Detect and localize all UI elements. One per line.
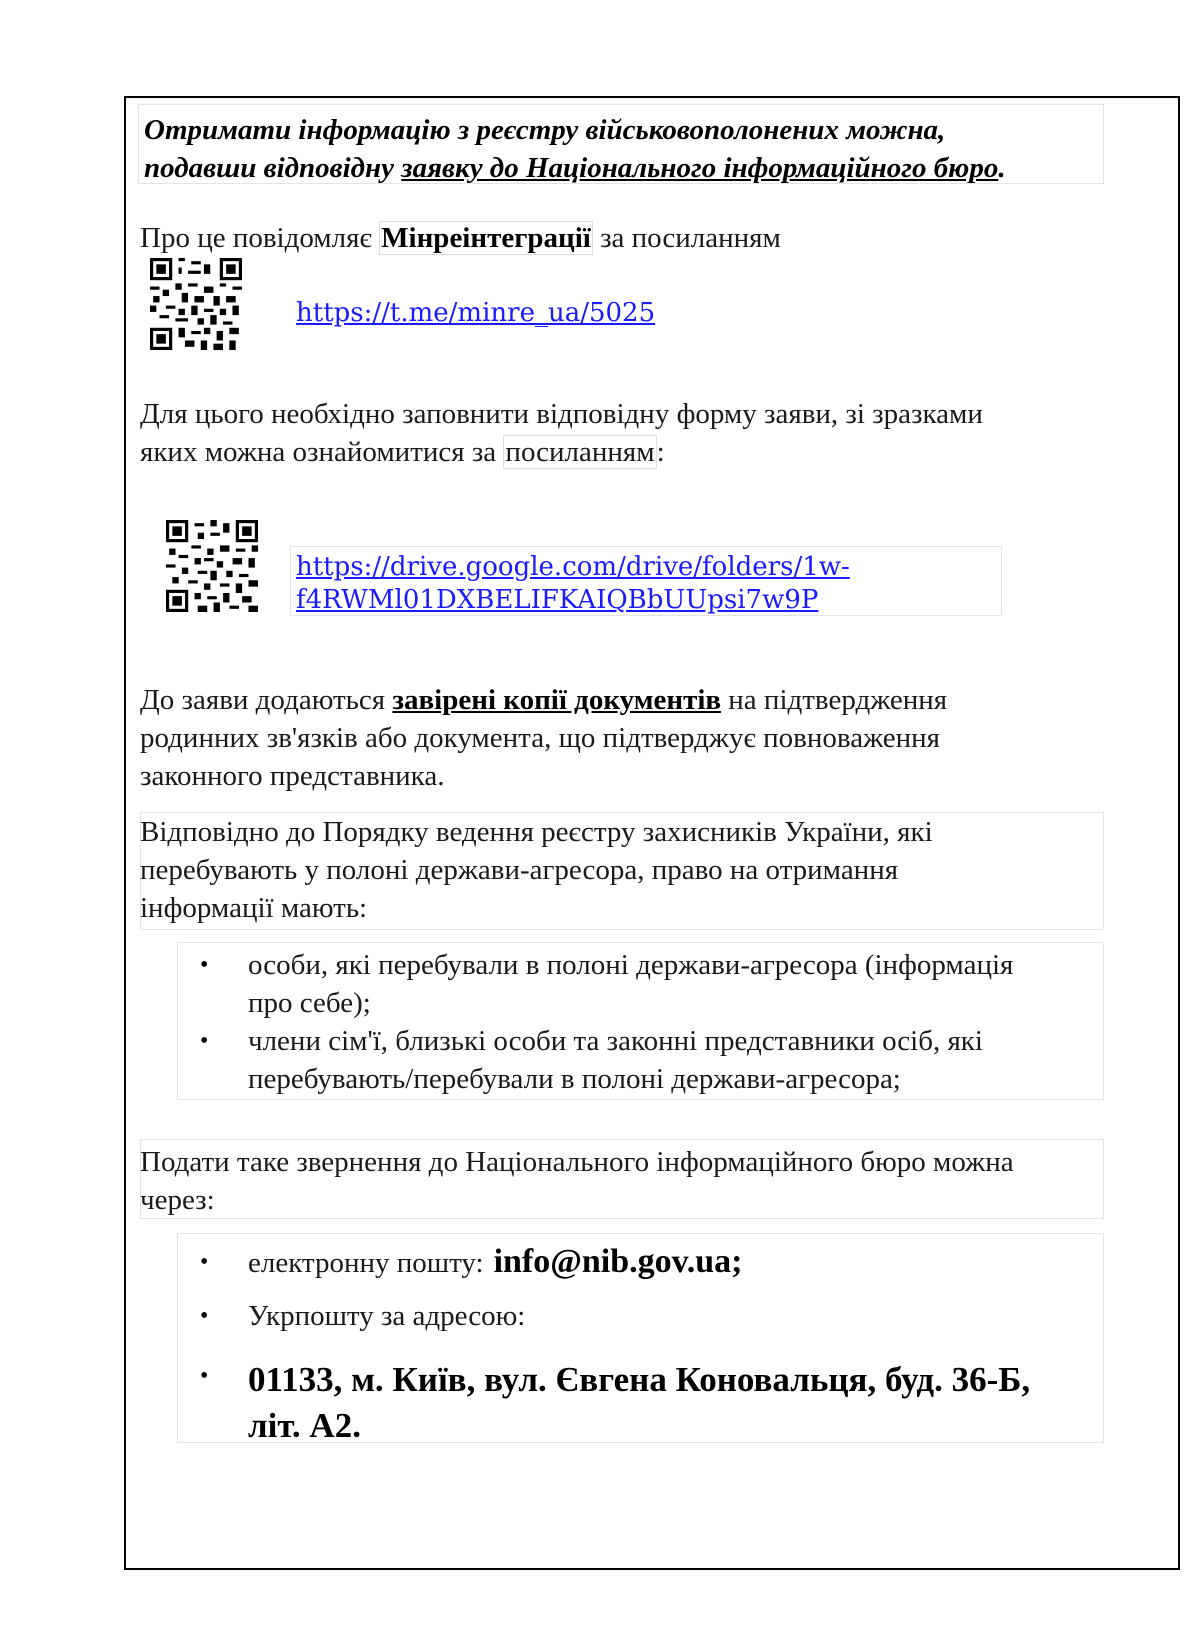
list-item: • члени сім'ї, близькі особи та законні представники осіб, які перебувають/перебували в полоні держави-агресора; — [177, 1022, 1013, 1098]
drive-link-wrap — [296, 551, 850, 617]
attachments-line-1: До заяви додаються завірені копії документів на підтвердження — [140, 684, 948, 716]
postal-address-line-2: літ. А2. — [248, 1406, 361, 1445]
list-item-address — [177, 1357, 1030, 1449]
attachments-paragraph — [140, 681, 947, 795]
eligibility-paragraph — [140, 813, 933, 927]
form-link-word: посиланням — [505, 436, 655, 468]
attachments-line-3: законного представника. — [140, 760, 445, 792]
application-link[interactable]: заявку до Національного інформаційного бюро — [401, 152, 999, 184]
eligibility-line-1: Відповідно до Порядку ведення реєстру захисників України, які — [140, 816, 933, 848]
source-line: Про це повідомляє Мінреінтеграції за посиланням — [140, 222, 781, 254]
drive-link-line-1[interactable]: https://drive.google.com/drive/folders/1w- — [296, 552, 850, 582]
list-item: • особи, які перебували в полоні держави-агресора (інформація про себе); — [177, 946, 1013, 1022]
form-line-1: Для цього необхідно заповнити відповідну форму заяви, зі зразками — [140, 398, 983, 430]
drive-link-line-2[interactable]: f4RWMl01DXBELIFKAIQBbUUpsi7w9P — [296, 585, 819, 615]
certified-copies: завірені копії документів — [392, 684, 722, 716]
submit-line-2: через: — [140, 1184, 215, 1216]
list-item-email: • електронну пошту: info@nib.gov.ua; — [177, 1240, 1030, 1285]
intro-heading — [144, 111, 1164, 187]
eligibility-line-3: інформації мають: — [140, 892, 368, 924]
email-address[interactable]: info@nib.gov.ua; — [493, 1243, 743, 1280]
telegram-link-wrap — [296, 293, 655, 331]
submit-paragraph — [140, 1143, 1014, 1219]
submit-line-1: Подати таке звернення до Національного інформаційного бюро можна — [140, 1146, 1014, 1178]
ministry-name: Мінреінтеграції — [381, 222, 591, 254]
eligibility-list — [177, 946, 1013, 1098]
intro-line-2: подавши відповідну заявку до Національного інформаційного бюро. — [144, 152, 1006, 184]
form-line-2: яких можна ознайомитися за посиланням: — [140, 436, 665, 468]
form-paragraph — [140, 395, 983, 471]
eligibility-line-2: перебувають у полоні держави-агресора, право на отримання — [140, 854, 899, 886]
intro-line-1: Отримати інформацію з реєстру військовополонених можна, — [144, 114, 946, 146]
attachments-line-2: родинних зв'язків або документа, що підтверджує повноваження — [140, 722, 940, 754]
qr-code-icon — [150, 258, 242, 350]
contact-list — [177, 1240, 1030, 1449]
telegram-link[interactable]: https://t.me/minre_ua/5025 — [296, 298, 656, 328]
qr-code-icon — [166, 520, 258, 612]
list-item-post: • Укрпошту за адресою: — [177, 1297, 1030, 1335]
postal-address-line-1: • 01133, м. Київ, вул. Євгена Коновальця, буд. 36-Б, — [248, 1360, 1031, 1399]
